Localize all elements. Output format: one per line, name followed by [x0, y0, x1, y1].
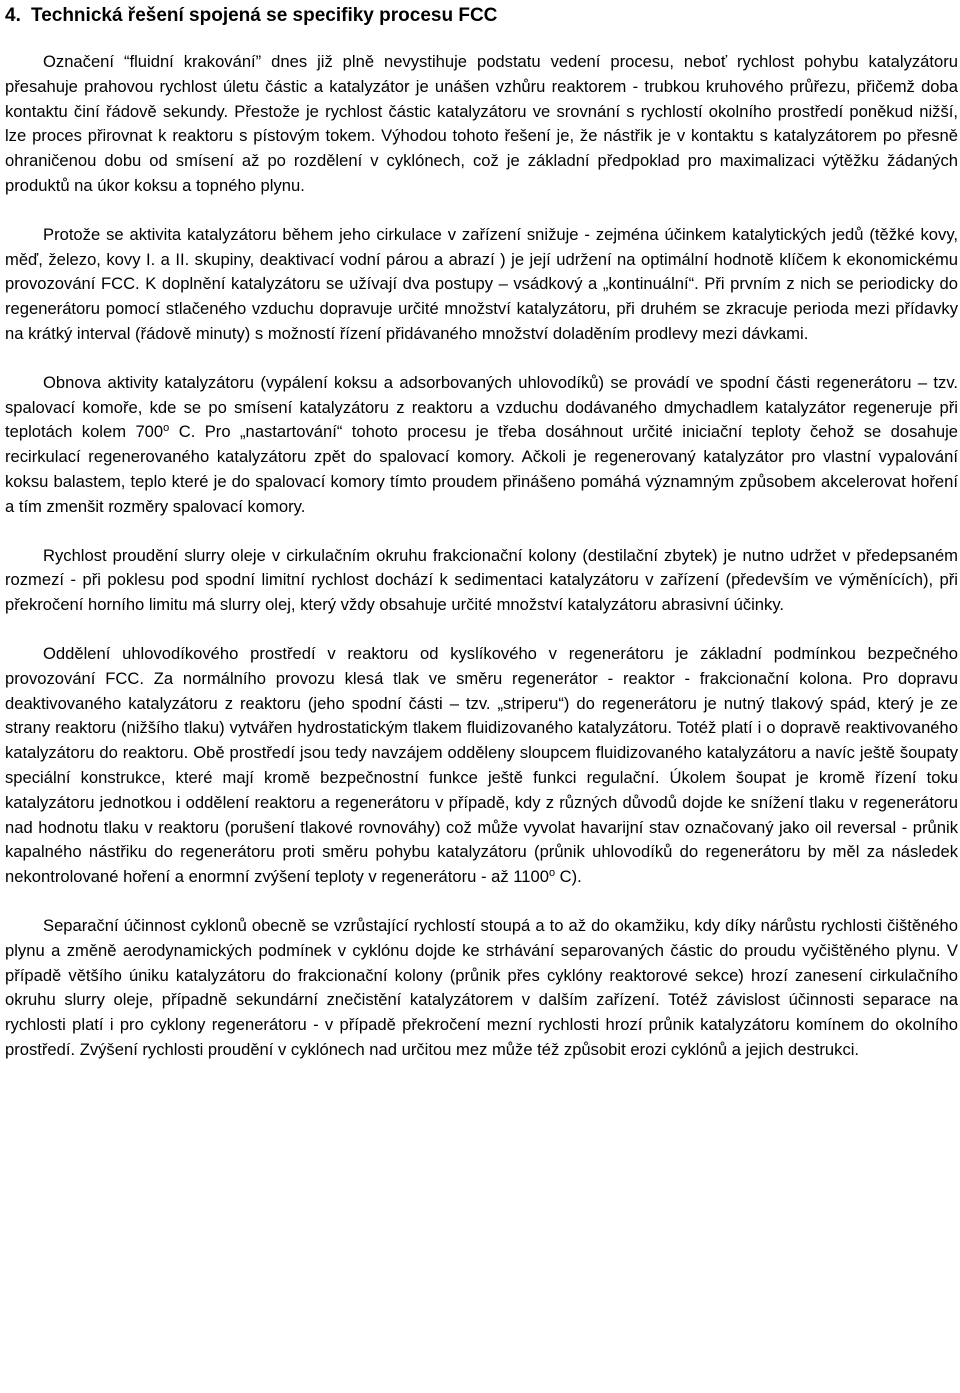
paragraph-catalyst-regeneration	[5, 371, 958, 520]
paragraph-text-continued: C. Pro „nastartování“ tohoto procesu je třeba dosáhnout určité iniciační teploty čehož se dosahuje recirkulací regenerovaného katalyzátoru zpět do spalovací komory. Ačkoli je regenerovaný katalyzátor pro vlastní vypalování koksu balastem, teplo které je do spalovací komory tímto proudem přinášeno pomáhá významným způsobem akcelerovat hoření a tím zmenšit rozměry spalovací komory.	[5, 422, 958, 516]
paragraph-fluid-cracking	[5, 50, 958, 199]
paragraph-text: Separační účinnost cyklonů obecně se vzrůstající rychlostí stoupá a to až do okamžiku, kdy díky nárůstu rychlosti čištěného plynu a změně aerodynamických podmínek v cyklónu dojde ke strhávání separovaných částic do proudu vyčištěného plynu. V případě většího úniku katalyzátoru do frakcionační kolony (průnik přes cyklóny reaktorové sekce) hrozí zanesení cirkulačního okruhu slurry oleje, případně sekundární znečistění katalyzátorem v dalším zařízení. Totéž závislost účinnosti separace na rychlosti platí i pro cyklony regenerátoru - v případě překročení mezní rychlosti hrozí průnik katalyzátoru komínem do okolního prostředí. Zvýšení rychlosti proudění v cyklónech nad určitou mez může též způsobit erozi cyklónů a jejich destrukci.	[5, 915, 958, 1059]
paragraph-text: Protože se aktivita katalyzátoru během jeho cirkulace v zařízení snižuje - zejména účinkem katalytických jedů (těžké kovy, měď, železo, kovy I. a II. skupiny, deaktivací vodní párou a abrazí ) je její udržení na optimální hodnotě klíčem k ekonomickému provozování FCC. K doplnění katalyzátoru se užívají dva postupy – vsádkový a „kontinuální“. Při prvním z nich se periodicky do regenerátoru pomocí stlačeného vzduchu dopravuje určité množství katalyzátoru, při druhém se zkracuje perioda mezi přídavky na krátký interval (řádově minuty) s možností řízení přidávaného množství doladěním prodlevy mezi dávkami.	[5, 224, 958, 343]
paragraph-text: Obnova aktivity katalyzátoru (vypálení koksu a adsorbovaných uhlovodíků) se provádí ve spodní části regenerátoru – tzv. spalovací komoře, kde se po smísení katalyzátoru z reaktoru a vzduchu dodávaného dmychadlem katalyzátor regeneruje při teplotách kolem 700	[5, 372, 958, 442]
section-heading	[5, 4, 958, 28]
degree-superscript: o	[548, 867, 556, 880]
section-title: Technická řešení spojená se specifiky procesu FCC	[31, 5, 498, 26]
paragraph-cyclone-efficiency	[5, 914, 958, 1063]
degree-superscript: o	[163, 422, 170, 435]
paragraph-text: Oddělení uhlovodíkového prostředí v reaktoru od kyslíkového v regenerátoru je základní podmínkou bezpečného provozování FCC. Za normálního provozu klesá tlak ve směru regenerátor - reaktor - frakcionační kolona. Pro dopravu deaktivovaného katalyzátoru z reaktoru (jeho spodní části – tzv. „striperu“) do regenerátoru je nutný tlakový spád, který je ze strany reaktoru (nižšího tlaku) vytvářen hydrostatickým tlakem fluidizovaného katalyzátoru. Totéž platí i o dopravě reaktivovaného katalyzátoru do reaktoru. Obě prostředí jsou tedy navzájem odděleny sloupcem fluidizovaného katalyzátoru a navíc ještě šoupaty speciální konstrukce, které mají kromě bezpečnostní funkce ještě funkci regulační. Úkolem šoupat je kromě řízení toku katalyzátoru jednotkou i oddělení reaktoru a regenerátoru v případě, kdy z různých důvodů dojde ke snížení tlaku v regenerátoru nad hodnotu tlaku v reaktoru (porušení tlakové rovnováhy) což může vyvolat havarijní stav označovaný jako oil reversal - průnik kapalného nástřiku do regenerátoru proti směru pohybu katalyzátoru (průnik uhlovodíků do regenerátoru by měl za následek nekontrolované hoření a enormní zvýšení teploty v regenerátoru - až 1100	[5, 643, 958, 887]
paragraph-text-continued: C).	[555, 867, 582, 887]
paragraph-slurry-oil	[5, 544, 958, 618]
section-number: 4.	[5, 5, 21, 26]
document-page	[5, 0, 958, 1063]
paragraph-text: Označení “fluidní krakování” dnes již plně nevystihuje podstatu vedení procesu, neboť rychlost pohybu katalyzátoru přesahuje prahovou rychlost úletu částic a katalyzátor je unášen vzhůru reaktorem - trubkou kruhového průřezu, přičemž doba kontaktu činí řádově sekundy. Přestože je rychlost částic katalyzátoru ve srovnání s rychlostí okolního prostředí poněkud nižší, lze proces přirovnat k reaktoru s pístovým tokem. Výhodou tohoto řešení je, že nástřik je v kontaktu s katalyzátorem po přesně ohraničenou dobu od smísení až po rozdělení v cyklónech, což je základní předpoklad pro maximalizaci výtěžku žádaných produktů na úkor koksu a topného plynu.	[5, 52, 958, 195]
paragraph-reactor-separation	[5, 642, 958, 890]
paragraph-text: Rychlost proudění slurry oleje v cirkulačním okruhu frakcionační kolony (destilační zbytek) je nutno udržet v předepsaném rozmezí - při poklesu pod spodní limitní rychlost dochází k sedimentaci katalyzátoru v zařízení (především ve výměnících), při překročení horního limitu má slurry olej, který vždy obsahuje určité množství katalyzátoru abrasivní účinky.	[5, 545, 958, 615]
paragraph-catalyst-activity	[5, 223, 958, 347]
